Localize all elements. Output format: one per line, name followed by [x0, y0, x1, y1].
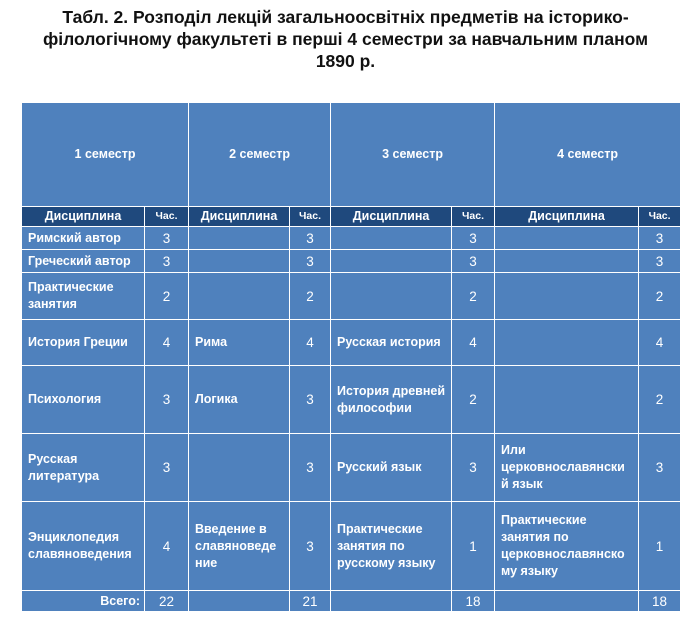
- hours-header: Час.: [452, 207, 495, 227]
- hours-cell: 2: [452, 366, 495, 434]
- discipline-cell: [189, 434, 290, 502]
- hours-cell: 4: [452, 320, 495, 366]
- total-hours-semester-4: 18: [639, 591, 681, 612]
- hours-cell: 3: [145, 434, 189, 502]
- hours-cell: 3: [290, 366, 331, 434]
- semester-2-header: 2 семестр: [189, 103, 331, 207]
- discipline-cell: История Греции: [22, 320, 145, 366]
- discipline-cell: История древней философии: [331, 366, 452, 434]
- discipline-cell: Практические занятия по русскому языку: [331, 502, 452, 591]
- discipline-cell: [495, 366, 639, 434]
- table-row: [22, 227, 681, 250]
- semester-3-header: 3 семестр: [331, 103, 495, 207]
- table-caption: [0, 6, 691, 72]
- caption-line-2: філологічному факультеті в перші 4 семестри за навчальним планом: [42, 29, 649, 49]
- hours-cell: 3: [639, 250, 681, 273]
- hours-cell: 1: [639, 502, 681, 591]
- table-row: [22, 502, 681, 591]
- hours-cell: 3: [145, 250, 189, 273]
- discipline-cell: [331, 250, 452, 273]
- hours-header: Час.: [290, 207, 331, 227]
- discipline-cell: Логика: [189, 366, 290, 434]
- discipline-cell: Психология: [22, 366, 145, 434]
- hours-cell: 2: [639, 273, 681, 320]
- hours-cell: 2: [290, 273, 331, 320]
- discipline-cell: [189, 250, 290, 273]
- semester-1-header: 1 семестр: [22, 103, 189, 207]
- total-label: Всего:: [22, 591, 145, 612]
- discipline-header: Дисциплина: [495, 207, 639, 227]
- discipline-cell: Русский язык: [331, 434, 452, 502]
- discipline-cell: [495, 273, 639, 320]
- hours-cell: 4: [639, 320, 681, 366]
- table-row: [22, 366, 681, 434]
- curriculum-table: [21, 102, 681, 612]
- table-row: [22, 434, 681, 502]
- hours-cell: 3: [290, 250, 331, 273]
- hours-cell: 3: [290, 502, 331, 591]
- discipline-cell: Русская история: [331, 320, 452, 366]
- discipline-cell: [331, 273, 452, 320]
- total-empty-cell: [189, 591, 290, 612]
- hours-cell: 3: [639, 434, 681, 502]
- hours-cell: 3: [145, 366, 189, 434]
- discipline-cell: [189, 273, 290, 320]
- hours-cell: 2: [145, 273, 189, 320]
- total-empty-cell: [495, 591, 639, 612]
- hours-cell: 4: [145, 320, 189, 366]
- caption-line-1: Табл. 2. Розподіл лекцій загальноосвітніх предметів на історико-: [62, 7, 629, 27]
- total-hours-semester-1: 22: [145, 591, 189, 612]
- discipline-cell: [495, 320, 639, 366]
- hours-cell: 3: [145, 227, 189, 250]
- discipline-cell: [189, 227, 290, 250]
- total-hours-semester-3: 18: [452, 591, 495, 612]
- hours-cell: 4: [145, 502, 189, 591]
- discipline-cell: Римский автор: [22, 227, 145, 250]
- semester-4-header: 4 семестр: [495, 103, 681, 207]
- hours-cell: 2: [639, 366, 681, 434]
- discipline-header: Дисциплина: [331, 207, 452, 227]
- hours-header: Час.: [639, 207, 681, 227]
- total-empty-cell: [331, 591, 452, 612]
- total-row: [22, 591, 681, 612]
- hours-cell: 4: [290, 320, 331, 366]
- discipline-cell: [495, 227, 639, 250]
- discipline-cell: Греческий автор: [22, 250, 145, 273]
- discipline-cell: Энциклопедия славяноведения: [22, 502, 145, 591]
- discipline-cell: [331, 227, 452, 250]
- discipline-cell: Или церковнославянский язык: [495, 434, 639, 502]
- hours-cell: 2: [452, 273, 495, 320]
- hours-header: Час.: [145, 207, 189, 227]
- discipline-header: Дисциплина: [22, 207, 145, 227]
- total-hours-semester-2: 21: [290, 591, 331, 612]
- hours-cell: 3: [639, 227, 681, 250]
- table-row: [22, 250, 681, 273]
- hours-cell: 3: [452, 227, 495, 250]
- hours-cell: 3: [290, 227, 331, 250]
- hours-cell: 3: [452, 434, 495, 502]
- semester-header-row: [22, 103, 681, 207]
- discipline-cell: Рима: [189, 320, 290, 366]
- table-row: [22, 320, 681, 366]
- discipline-header: Дисциплина: [189, 207, 290, 227]
- column-header-row: [22, 207, 681, 227]
- discipline-cell: Русская литература: [22, 434, 145, 502]
- discipline-cell: Практические занятия: [22, 273, 145, 320]
- discipline-cell: [495, 250, 639, 273]
- caption-line-3: 1890 р.: [315, 51, 376, 71]
- discipline-cell: Практические занятия по церковнославянскому языку: [495, 502, 639, 591]
- hours-cell: 3: [290, 434, 331, 502]
- hours-cell: 3: [452, 250, 495, 273]
- hours-cell: 1: [452, 502, 495, 591]
- table-row: [22, 273, 681, 320]
- discipline-cell: Введение в славяноведение: [189, 502, 290, 591]
